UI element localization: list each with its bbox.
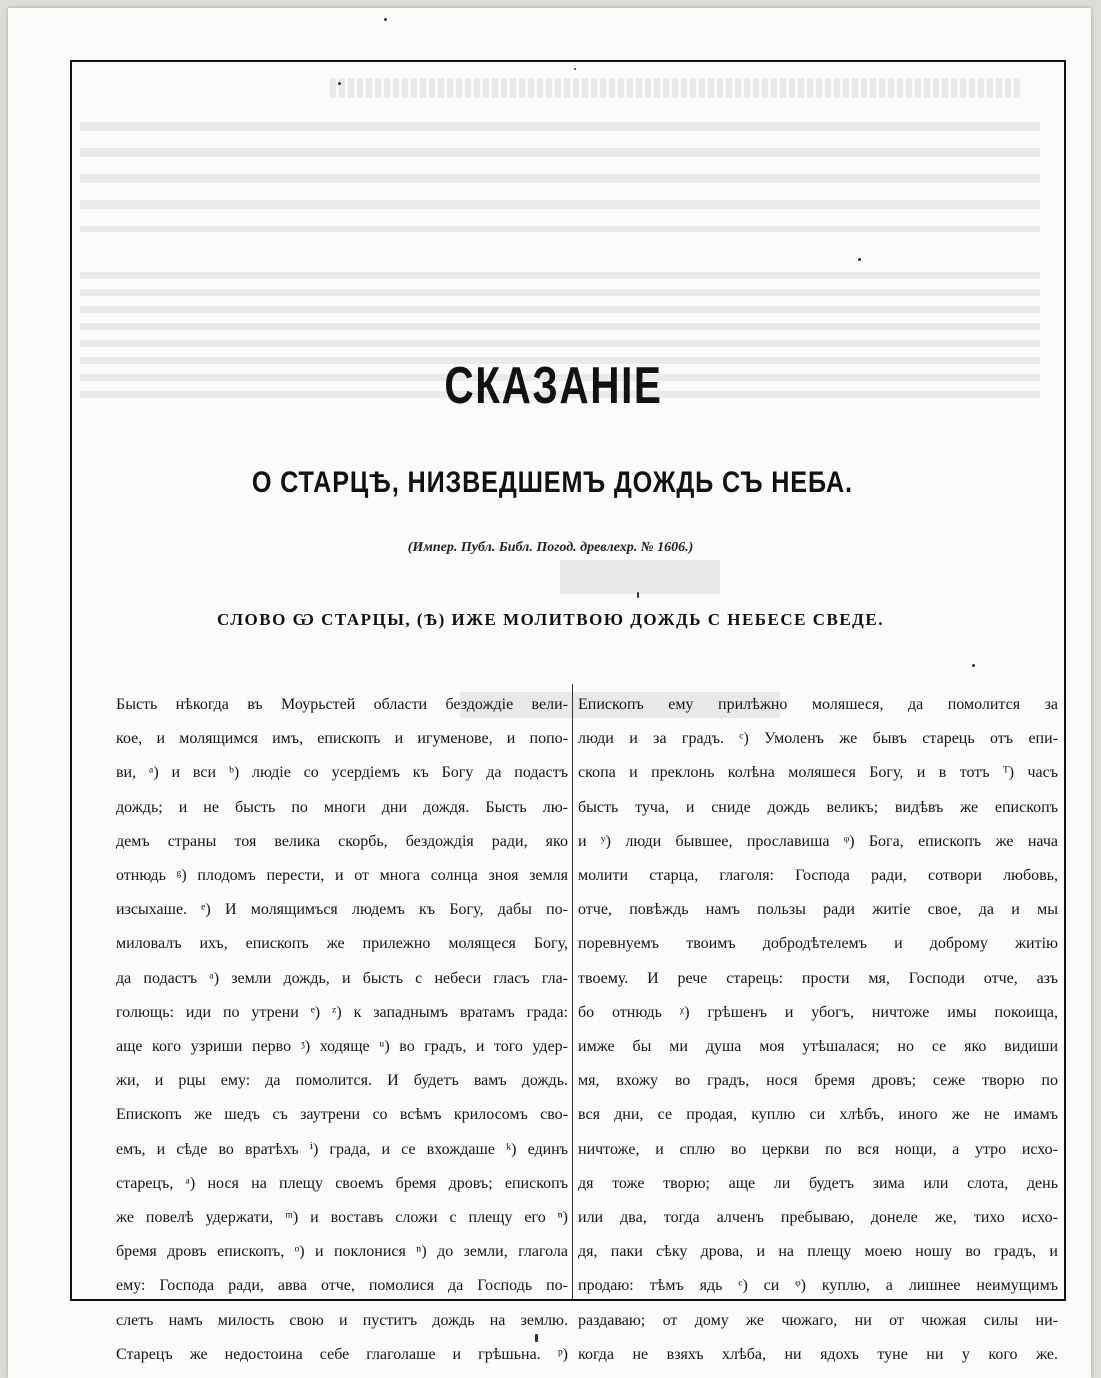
- source-reference: (Импер. Публ. Библ. Погод. древлехр. № 1606.): [407, 540, 694, 555]
- text-line: бремя дровъ епископъ, ᵒ) и поклонися ⁿ) до земли, глагола: [116, 1243, 568, 1261]
- text-line: и ʸ) люди бывшее, прославиша ᵠ) Бога, епископъ же нача: [578, 832, 1058, 850]
- print-speck: [535, 1334, 538, 1342]
- text-line: изсыхаше. ᵉ) И молящимъся людемъ къ Богу, дабы по-: [116, 901, 568, 919]
- text-line: дождь; и не бысть по многи дни дождя. Бысть лю-: [116, 798, 568, 816]
- print-speck: [574, 68, 576, 70]
- text-line: Епископъ ему прилѣжно моляшеся, да помолится за: [578, 696, 1058, 713]
- text-line: ничтоже, и сплю во церкви по вся нощи, а утро исхо-: [578, 1140, 1058, 1158]
- text-line: Старецъ же недостоина себе глаголаше и грѣшьна. ᵖ): [116, 1345, 568, 1363]
- text-line: кое, и молящимся имъ, епископъ и игуменове, и попо-: [116, 730, 568, 748]
- text-line: отнюдь ᵍ) плодомъ перести, и от многа солнца зноя земля: [116, 867, 568, 885]
- text-line: демъ страны тоя велика скорбь, бездождія ради, яко: [116, 832, 568, 850]
- text-line: миловалъ ихъ, епископъ же прилежно молящеся Богу,: [116, 935, 568, 953]
- page-title: СКАЗАНІЕ: [444, 357, 663, 415]
- text-line: аще кого узриши перво ᶾ) ходяще ᵘ) во градъ, и того удер-: [116, 1038, 568, 1056]
- text-line: бо отнюдь ᵡ) грѣшенъ и убогъ, ничтоже имы покоища,: [578, 1003, 1058, 1021]
- right-text-column: [578, 688, 1058, 1372]
- text-line: ви, ᵃ) и вси ᵇ) людіе со усердіемъ къ Богу да подастъ: [116, 764, 568, 782]
- text-line: жи, и рцы ему: да помолится. И будетъ вамъ дождь.: [116, 1072, 568, 1090]
- text-line: старецъ, ᵃ) нося на плещу своемъ бремя дровъ; епископъ: [116, 1174, 568, 1192]
- text-line: имже бы ми душа моя утѣшалася; но се яко видиши: [578, 1038, 1058, 1056]
- text-line: скопа и преклонь колѣна моляшеся Богу, и в тотъ ᵀ) часъ: [578, 764, 1058, 782]
- print-speck: [972, 664, 975, 667]
- text-line: Епископъ же шедъ съ заутрени со всѣмъ крилосомъ сво-: [116, 1106, 568, 1124]
- column-divider: [572, 684, 573, 1300]
- text-line: когда не взяхъ хлѣба, ни ядохъ туне ни у кого же.: [578, 1345, 1058, 1363]
- text-line: Бысть нѣкогда въ Моурьстей области бездождіе вели-: [116, 696, 568, 713]
- text-line: поревнуемъ твоимъ добродѣтелемъ и доброму житію: [578, 935, 1058, 953]
- print-speck: [858, 258, 861, 261]
- text-line: отче, повѣждь намъ пользы ради житіе свое, да и мы: [578, 901, 1058, 919]
- text-line: люди и за градъ. ᶜ) Умоленъ же бывъ старець отъ епи-: [578, 730, 1058, 748]
- print-speck: [384, 18, 387, 21]
- text-line: молити старца, глаголя: Господа ради, сотвори любовь,: [578, 867, 1058, 885]
- left-text-column: [116, 688, 568, 1372]
- print-speck: [637, 592, 639, 598]
- text-line: бысть туча, и сниде дождь великъ; видѣвъ же епископъ: [578, 798, 1058, 816]
- text-line: емъ, и сѣде во вратѣхъ ⁱ) града, и се вхождаше ᵏ) единъ: [116, 1140, 568, 1158]
- text-line: мя, вхожу во градъ, нося бремя дровъ; сеже творю по: [578, 1072, 1058, 1090]
- text-line: раздаваю; от дому же чюжаго, ни от чюжая силы ни-: [578, 1311, 1058, 1329]
- print-speck: [338, 82, 341, 85]
- text-line: же повелѣ удержати, ᵐ) и воставъ сложи с плещу его ⁿ): [116, 1209, 568, 1227]
- text-line: продаю: тѣмъ ядь ᶜ) си ᵠ) куплю, а лишнее неимущимъ: [578, 1277, 1058, 1295]
- text-line: твоему. И рече старець: прости мя, Господи отче, азъ: [578, 969, 1058, 987]
- text-line: дя, паки сѣку дрова, и на плещу моею ношу во градъ, и: [578, 1243, 1058, 1261]
- text-line: ему: Господа ради, авва отче, помолися да Господь по-: [116, 1277, 568, 1295]
- text-line: да подастъ ᵃ) земли дождь, и бысть с небеси гласъ гла-: [116, 969, 568, 987]
- page-subtitle: О СТАРЦѢ, НИЗВЕДШЕМЪ ДОЖДЬ СЪ НЕБА.: [251, 466, 853, 499]
- text-line: вся дни, се продая, куплю си хлѣбъ, иного же не имамъ: [578, 1106, 1058, 1124]
- slovo-heading: СЛОВО Ѡ СТАРЦЫ, (Ѣ) ИЖЕ МОЛИТВОЮ ДОЖДЬ С НЕБЕСЕ СВЕДЕ.: [217, 610, 884, 629]
- bottom-rule: [70, 1299, 1066, 1301]
- text-line: голющь: иди по утрени ᵉ) ᶻ) к западнымъ вратамъ града:: [116, 1003, 568, 1021]
- text-line: или два, тогда алченъ пребываю, донеле же, тихо исхо-: [578, 1209, 1058, 1227]
- text-line: слетъ намъ милость свою и пуститъ дождь на землю.: [116, 1311, 568, 1329]
- text-line: дя тоже творю; аще ли будетъ зима или слота, день: [578, 1174, 1058, 1192]
